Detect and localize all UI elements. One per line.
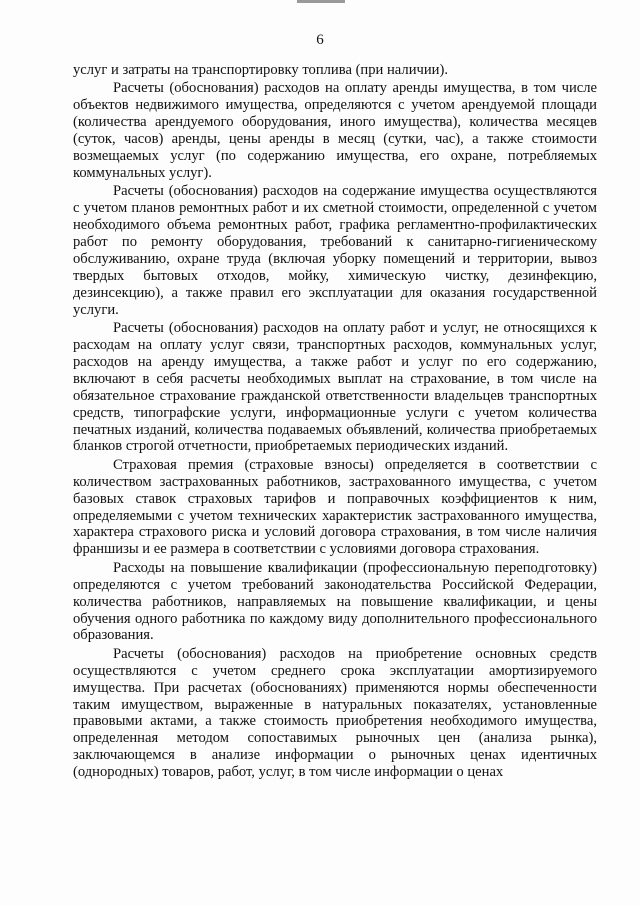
document-body — [73, 62, 597, 783]
paragraph-fixed-assets: Расчеты (обоснования) расходов на приобретение основных средств осуществляются с учетом среднего срока эксплуатации амортизируемого имущества. При расчетах (обоснованиях) применяются нормы обеспеченности таким имуществом, выраженные в натуральных показателях, установленные правовыми актами, а также стоимость приобретения необходимого имущества, определенная методом сопоставимых рыночных цен (анализа рынка), заключающемся в анализе информации о рыночных ценах идентичных (однородных) товаров, работ, услуг, в том числе информации о ценах — [73, 645, 597, 781]
paragraph-insurance-premium: Страховая премия (страховые взносы) определяется в соответствии с количеством застрахованных работников, застрахованного имущества, с учетом базовых ставок страховых тарифов и поправочных коэффициентов к ним, определяемыми с учетом технических характеристик застрахованного имущества, характера страхового риска и условий договора страхования, в том числе наличия франшизы и ее размера в соответствии с условиями договора страхования. — [73, 456, 597, 558]
paragraph-other-works-services: Расчеты (обоснования) расходов на оплату работ и услуг, не относящихся к расходам на оплату услуг связи, транспортных расходов, коммунальных услуг, расходов на аренду имущества, а также работ и услуг по его содержанию, включают в себя расчеты необходимых выплат на страхование, в том числе на обязательное страхование гражданской ответственности владельцев транспортных средств, типографские услуги, информационные услуги с учетом количества печатных изданий, количества подаваемых объявлений, количества приобретаемых бланков строгой отчетности, приобретаемых периодических изданий. — [73, 320, 597, 455]
page-number: 6 — [316, 32, 324, 48]
paragraph-qualification-training: Расходы на повышение квалификации (профессиональную переподготовку) определяются с учетом требований законодательства Российской Федерации, количества работников, направляемых на повышение квалификации, и цены обучения одного работника по каждому виду дополнительного профессионального образования. — [73, 559, 597, 644]
paragraph-continuation: услуг и затраты на транспортировку топлива (при наличии). — [73, 62, 448, 78]
paragraph-property-maintenance: Расчеты (обоснования) расходов на содержание имущества осуществляются с учетом планов ремонтных работ и их сметной стоимости, определенной с учетом необходимого объема ремонтных работ, графика регламентно-профилактических работ по ремонту оборудования, требований к санитарно-гигиеническому обслуживанию, охране труда (включая уборку помещений и территории, вывоз твердых бытовых отходов, мойку, химическую чистку, дезинфекцию, дезинсекцию), а также правил его эксплуатации для оказания государственной услуги. — [73, 183, 597, 318]
scan-edge-mark — [297, 0, 345, 3]
paragraph-rent-expenses: Расчеты (обоснования) расходов на оплату аренды имущества, в том числе объектов недвижимого имущества, определяются с учетом арендуемой площади (количества арендуемого оборудования, иного имущества), количества месяцев (суток, часов) аренды, цены аренды в месяц (сутки, час), а также стоимости возмещаемых услуг (по содержанию имущества, его охране, потребляемых коммунальных услуг). — [73, 80, 597, 181]
